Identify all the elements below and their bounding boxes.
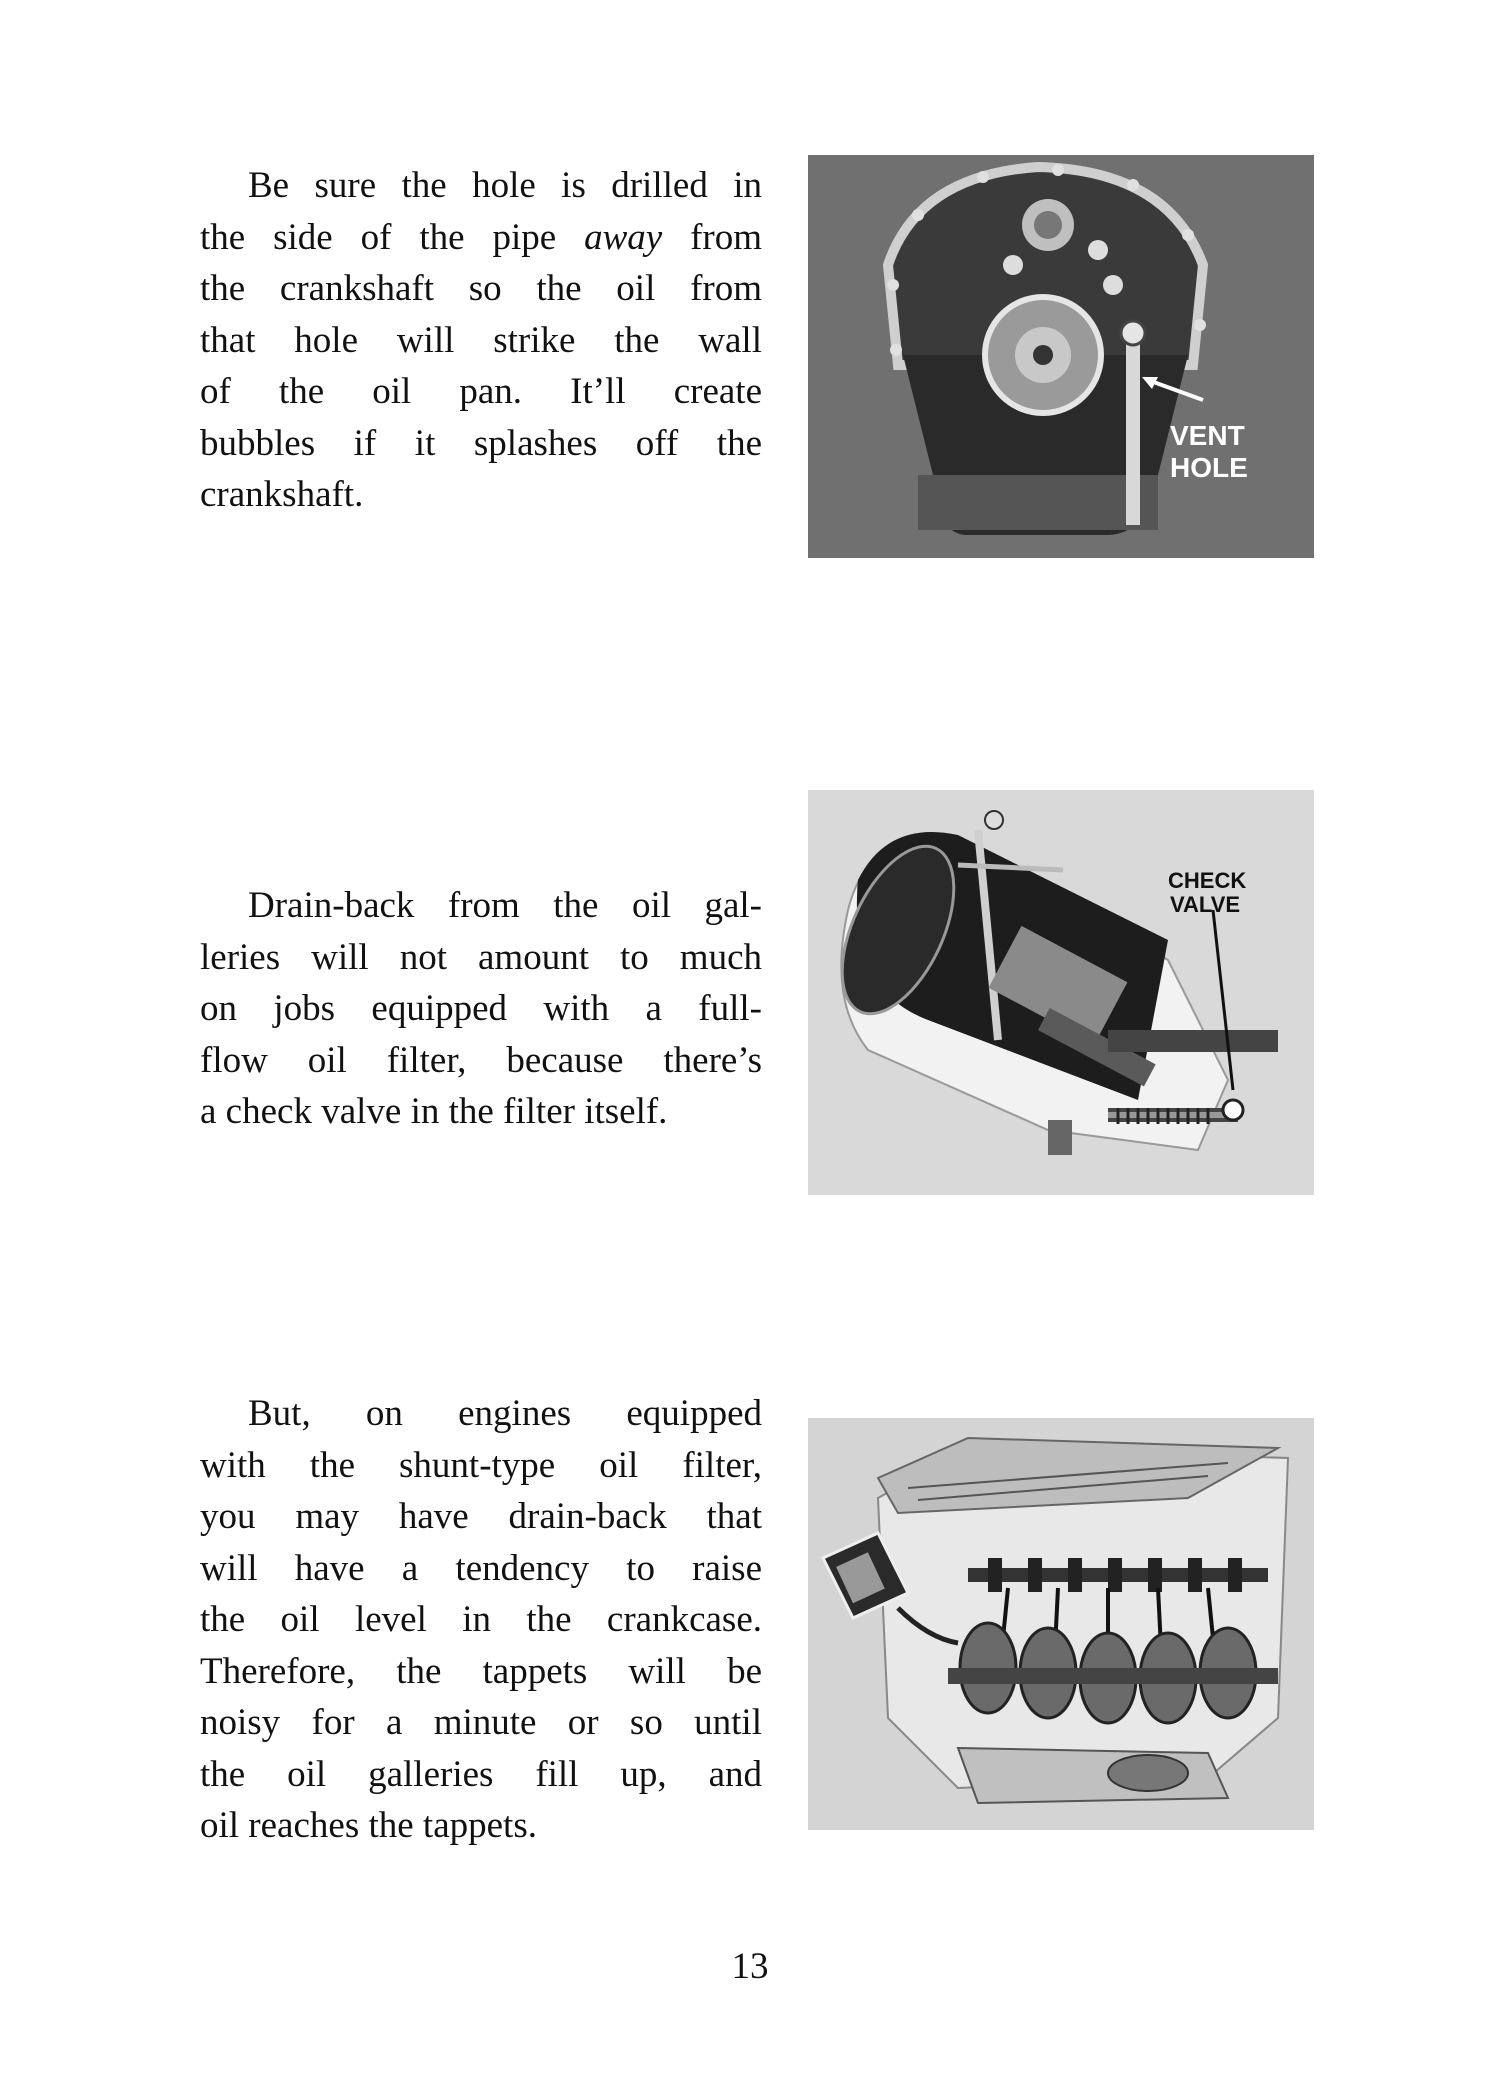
photo-engine-oil-galleries-cutaway xyxy=(808,1418,1314,1830)
text-line: on jobs equipped with a full- xyxy=(200,988,762,1029)
text-line: you may have drain-back that xyxy=(200,1496,762,1537)
page-number: 13 xyxy=(731,1946,769,1987)
text-line: leries will not amount to much xyxy=(200,936,762,978)
photo-crankcase-vent-hole xyxy=(808,155,1314,558)
text-line: the crankshaft so the oil from xyxy=(200,268,762,309)
text-line: with the shunt-type oil filter, xyxy=(200,1444,762,1486)
callout-hole: HOLE xyxy=(1170,452,1248,483)
paragraph-vent-hole xyxy=(200,160,762,521)
paragraph-shunt-filter xyxy=(200,1388,762,1852)
text-line: that hole will strike the wall xyxy=(200,319,762,361)
text-line: flow oil filter, because there’s xyxy=(200,1039,762,1081)
text-line: Drain-back from the oil gal- xyxy=(248,885,762,926)
callout-valve: VALVE xyxy=(1170,892,1241,917)
text-line: crankshaft. xyxy=(200,474,364,515)
paragraph-check-valve xyxy=(200,880,762,1138)
text-line: the side of the pipe away from xyxy=(200,216,762,258)
text-line: oil reaches the tappets. xyxy=(200,1805,537,1846)
text-line: of the oil pan. It’ll create xyxy=(200,371,762,412)
text-line: will have a tendency to raise xyxy=(200,1547,762,1589)
callout-check: CHECK xyxy=(1168,868,1247,893)
text-line: noisy for a minute or so until xyxy=(200,1702,762,1743)
text-line: the oil galleries fill up, and xyxy=(200,1753,762,1795)
text-line: But, on engines equipped xyxy=(248,1393,762,1434)
text-line: bubbles if it splashes off the xyxy=(200,422,762,464)
text-line: Be sure the hole is drilled in xyxy=(248,165,762,206)
photo-full-flow-oil-filter xyxy=(808,790,1314,1195)
callout-vent: VENT xyxy=(1170,420,1245,451)
text-line: Therefore, the tappets will be xyxy=(200,1650,762,1692)
text-line: the oil level in the crankcase. xyxy=(200,1599,762,1640)
text-line: a check valve in the filter itself. xyxy=(200,1091,668,1132)
